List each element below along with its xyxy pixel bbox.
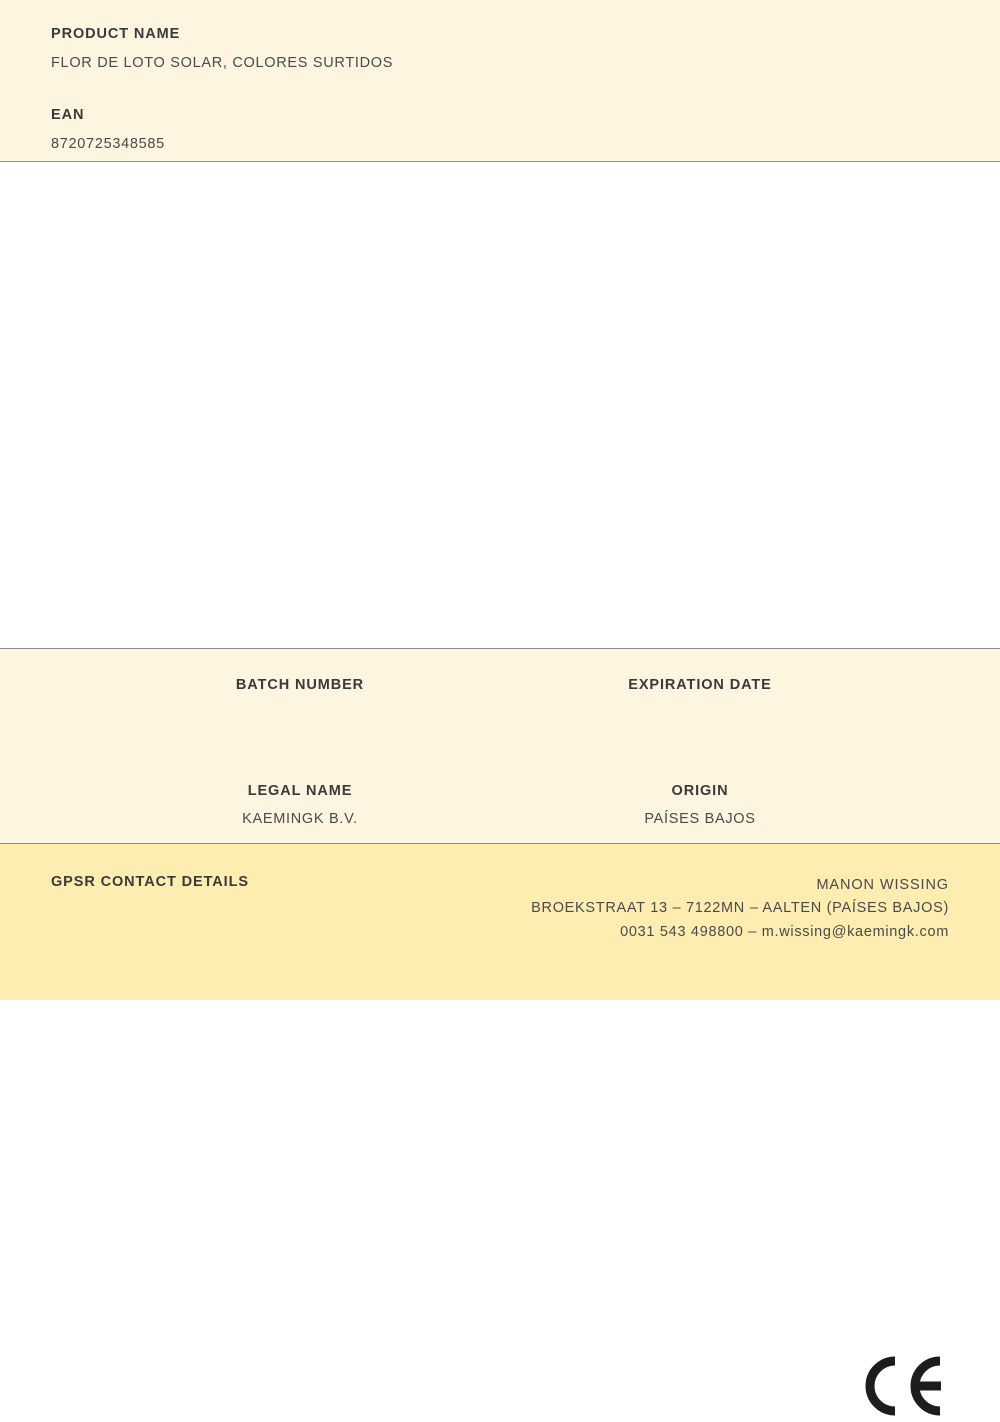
gpsr-contact-phone-email: 0031 543 498800 – m.wissing@kaemingk.com xyxy=(620,923,949,940)
ean-value: 8720725348585 xyxy=(51,136,165,153)
product-details-block xyxy=(0,649,1000,844)
ean-label: EAN xyxy=(51,106,85,123)
batch-number-value xyxy=(100,705,500,721)
expiration-date-label: EXPIRATION DATE xyxy=(628,677,772,693)
details-row-batch-expiration xyxy=(0,677,1000,721)
product-name-value: FLOR DE LOTO SOLAR, COLORES SURTIDOS xyxy=(51,55,394,72)
ce-marking-icon xyxy=(862,1355,948,1417)
expiration-date-value xyxy=(500,705,900,721)
product-name-label: PRODUCT NAME xyxy=(51,26,181,42)
field-product-name xyxy=(0,26,1000,73)
batch-number-label: BATCH NUMBER xyxy=(235,677,365,693)
product-image-area xyxy=(0,162,1000,649)
gpsr-contact-block xyxy=(0,844,1000,1000)
gpsr-contact-address: BROEKSTRAAT 13 – 7122MN – AALTEN (PAÍSES BAJOS) xyxy=(531,900,949,917)
field-expiration-date xyxy=(500,677,900,721)
gpsr-contact-details xyxy=(531,874,949,944)
details-row-legal-origin xyxy=(0,783,1000,827)
field-batch-number xyxy=(100,677,500,721)
origin-value: PAÍSES BAJOS xyxy=(644,811,756,827)
origin-label: ORIGIN xyxy=(671,783,729,799)
field-ean xyxy=(0,107,1000,154)
field-origin xyxy=(500,783,900,827)
legal-name-label: LEGAL NAME xyxy=(247,783,353,799)
gpsr-contact-label: GPSR CONTACT DETAILS xyxy=(51,874,249,890)
product-info-block xyxy=(0,0,1000,162)
legal-name-value: KAEMINGK B.V. xyxy=(242,811,358,827)
field-legal-name xyxy=(100,783,500,827)
gpsr-contact-name: MANON WISSING xyxy=(816,877,949,893)
